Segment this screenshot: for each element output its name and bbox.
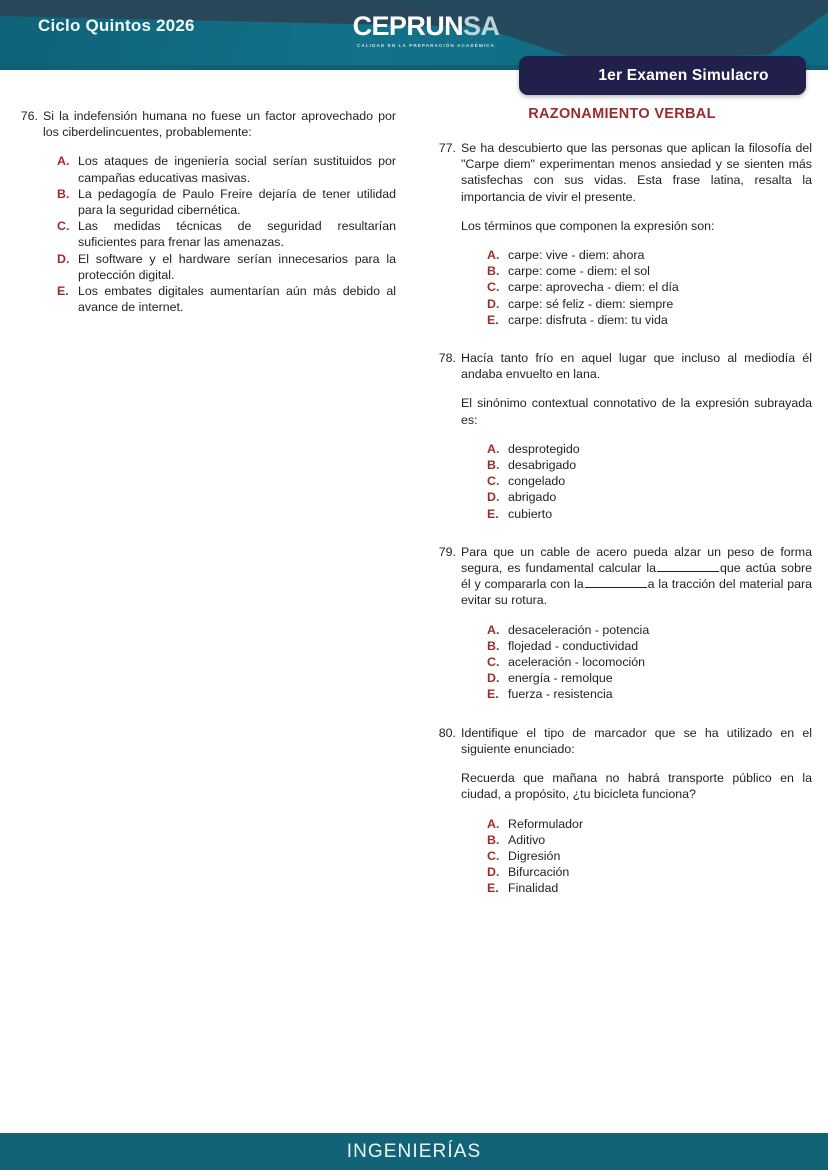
option-text: energía - remolque — [508, 671, 613, 686]
question-stem — [432, 350, 812, 382]
option-letter: C. — [487, 280, 500, 295]
answer-options — [57, 153, 396, 315]
option-d[interactable] — [487, 864, 812, 880]
option-c[interactable] — [487, 848, 812, 864]
option-letter: E. — [487, 687, 499, 702]
option-b[interactable] — [487, 832, 812, 848]
option-text: Reformulador — [508, 816, 584, 831]
question-subtext: Recuerda que mañana no habrá transporte público en la ciudad, a propósito, ¿tu bicicleta funciona? — [461, 771, 812, 802]
option-d[interactable] — [57, 251, 396, 283]
option-c[interactable] — [57, 218, 396, 250]
option-text: carpe: come - diem: el sol — [508, 264, 650, 279]
option-text: carpe: sé feliz - diem: siempre — [508, 296, 674, 311]
option-text: desprotegido — [508, 441, 580, 456]
exam-body — [0, 70, 828, 1133]
footer-label: INGENIERÍAS — [346, 1140, 482, 1162]
left-column — [14, 108, 396, 331]
option-text: aceleración - locomoción — [508, 655, 646, 670]
option-text: Bifurcación — [508, 865, 570, 880]
option-d[interactable] — [487, 670, 812, 686]
question-number: 80. — [438, 725, 456, 740]
option-b[interactable] — [57, 186, 396, 218]
question-text-part2: que actúa sobre él y compararla con la — [461, 561, 812, 592]
option-e[interactable] — [487, 506, 812, 522]
option-text: cubierto — [508, 506, 553, 521]
option-text: flojedad - conductividad — [508, 638, 639, 653]
option-d[interactable] — [487, 296, 812, 312]
question-number: 79. — [438, 544, 456, 559]
option-letter: D. — [487, 490, 500, 505]
question-number: 78. — [438, 351, 456, 366]
option-text: Digresión — [508, 848, 561, 863]
option-letter: A. — [487, 622, 500, 637]
option-letter: A. — [487, 816, 500, 831]
option-text: congelado — [508, 474, 566, 489]
question-76 — [14, 108, 396, 315]
option-letter: A. — [57, 154, 70, 169]
fill-blank-2[interactable] — [585, 576, 647, 588]
option-letter: A. — [487, 248, 500, 263]
option-text: Aditivo — [508, 832, 546, 847]
option-letter: C. — [487, 655, 500, 670]
question-text: Hacía tanto frío en aquel lugar que incluso al mediodía él andaba envuelto en lana. — [461, 351, 812, 382]
option-letter: D. — [487, 865, 500, 880]
question-text-part3: a la tracción del material para evitar su rotura. — [461, 577, 812, 608]
option-a[interactable] — [487, 441, 812, 457]
option-text: desaceleración - potencia — [508, 622, 650, 637]
option-letter: E. — [487, 506, 499, 521]
option-letter: D. — [487, 296, 500, 311]
option-c[interactable] — [487, 654, 812, 670]
logo-wordmark — [353, 13, 500, 40]
question-number: 77. — [438, 141, 456, 155]
option-letter: B. — [57, 186, 70, 201]
logo-tagline: CALIDAD EN LA PREPARACIÓN ACADÉMICA — [356, 43, 496, 48]
answer-options — [487, 816, 812, 897]
option-text: El software y el hardware serían innecesarios para la protección digital. — [78, 251, 396, 282]
option-text: Finalidad — [508, 881, 559, 896]
question-text: Si la indefensión humana no fuese un factor aprovechado por los ciberdelincuentes, probablemente: — [43, 109, 396, 140]
option-e[interactable] — [487, 312, 812, 328]
question-text: Se ha descubierto que las personas que aplican la filosofía del "Carpe diem" experimentan menos ansiedad y se sienten más satisfechas con sus vidas. Esta frase latina, resalta la importancia de vivir el presente. — [461, 141, 812, 204]
option-text: Los ataques de ingeniería social serían sustituidos por campañas educativas masivas. — [78, 154, 396, 185]
option-letter: C. — [487, 474, 500, 489]
question-subtext: Los términos que componen la expresión son: — [461, 218, 715, 233]
option-e[interactable] — [487, 686, 812, 702]
question-77 — [432, 140, 812, 328]
option-e[interactable] — [487, 880, 812, 896]
question-78 — [432, 350, 812, 522]
question-number: 76. — [20, 109, 38, 123]
question-80 — [432, 725, 812, 897]
option-letter: B. — [487, 832, 500, 847]
option-e[interactable] — [57, 283, 396, 315]
option-d[interactable] — [487, 489, 812, 505]
option-letter: B. — [487, 264, 500, 279]
logo-wordmark-main: CEPRUN — [352, 11, 464, 41]
option-c[interactable] — [487, 473, 812, 489]
option-text: La pedagogía de Paulo Freire dejaría de tener utilidad para la seguridad cibernética. — [78, 186, 396, 218]
answer-options — [487, 441, 812, 522]
option-letter: E. — [487, 312, 499, 327]
fill-blank-1[interactable] — [657, 560, 719, 572]
question-79 — [432, 544, 812, 703]
answer-options — [487, 622, 812, 703]
option-text: fuerza - resistencia — [508, 687, 613, 702]
option-b[interactable] — [487, 638, 812, 654]
ceprunsa-logo — [336, 13, 516, 48]
option-letter: C. — [487, 848, 500, 863]
question-text — [461, 544, 812, 609]
option-letter: D. — [487, 671, 500, 686]
exam-title-badge — [519, 56, 806, 95]
option-text: Las medidas técnicas de seguridad resultarían suficientes para frenar las amenazas. — [78, 219, 396, 250]
option-a[interactable] — [487, 247, 812, 263]
exam-title-label: 1er Examen Simulacro — [598, 66, 769, 84]
option-a[interactable] — [487, 622, 812, 638]
option-letter: A. — [487, 441, 500, 456]
cycle-title: Ciclo Quintos 2026 — [38, 16, 195, 35]
logo-wordmark-tail: SA — [463, 11, 500, 41]
question-stem — [14, 108, 396, 140]
option-b[interactable] — [487, 263, 812, 279]
option-letter: E. — [487, 881, 499, 896]
option-c[interactable] — [487, 279, 812, 295]
option-letter: C. — [57, 219, 70, 234]
option-a[interactable] — [57, 153, 396, 185]
option-text: carpe: aprovecha - diem: el día — [508, 280, 679, 295]
option-b[interactable] — [487, 457, 812, 473]
option-text: carpe: disfruta - diem: tu vida — [508, 312, 668, 327]
question-text: Identifique el tipo de marcador que se ha utilizado en el siguiente enunciado: — [461, 725, 812, 756]
answer-options — [487, 247, 812, 328]
option-letter: D. — [57, 251, 70, 266]
option-a[interactable] — [487, 816, 812, 832]
page-footer — [0, 1133, 828, 1170]
option-text: Los embates digitales aumentarían aún más debido al avance de internet. — [78, 284, 396, 315]
question-subtext: El sinónimo contextual connotativo de la expresión subrayada es: — [461, 396, 812, 427]
option-text: carpe: vive - diem: ahora — [508, 248, 645, 263]
option-letter: B. — [487, 458, 500, 473]
option-letter: B. — [487, 638, 500, 653]
option-letter: E. — [57, 284, 69, 299]
question-stem — [432, 544, 812, 609]
section-heading-razonamiento-verbal: RAZONAMIENTO VERBAL — [528, 106, 716, 122]
question-stem — [432, 725, 812, 757]
option-text: abrigado — [508, 490, 557, 505]
right-column — [432, 106, 812, 913]
option-text: desabrigado — [508, 458, 577, 473]
question-text-part1: Para que un cable de acero pueda alzar un peso de forma segura, es fundamental calcular la — [461, 544, 812, 576]
question-stem — [432, 140, 812, 205]
